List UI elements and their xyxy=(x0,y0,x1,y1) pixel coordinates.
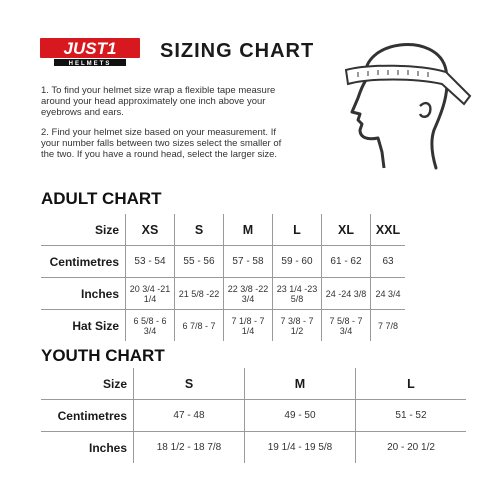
youth-size-table xyxy=(41,368,466,463)
row-label: Centimetres xyxy=(41,246,126,278)
table-cell: 47 - 48 xyxy=(134,400,245,432)
row-label: Centimetres xyxy=(41,400,134,432)
table-cell: 23 1/4 -23 5/8 xyxy=(273,278,322,310)
table-cell: 7 3/8 - 7 1/2 xyxy=(273,310,322,342)
row-label: Inches xyxy=(41,432,134,464)
table-cell: 19 1/4 - 19 5/8 xyxy=(245,432,356,464)
size-header: XL xyxy=(322,214,371,246)
size-header: L xyxy=(273,214,322,246)
svg-text:JUST1: JUST1 xyxy=(63,39,117,58)
row-label: Hat Size xyxy=(41,310,126,342)
table-cell: 53 - 54 xyxy=(126,246,175,278)
size-header: S xyxy=(134,368,245,400)
size-header: S xyxy=(175,214,224,246)
adult-chart-title: ADULT CHART xyxy=(41,189,162,208)
table-cell: 18 1/2 - 18 7/8 xyxy=(134,432,245,464)
table-row xyxy=(41,432,466,464)
table-row xyxy=(41,368,466,400)
just1-helmets-logo xyxy=(40,38,140,66)
table-cell: 6 5/8 - 6 3/4 xyxy=(126,310,175,342)
table-cell: 20 3/4 -21 1/4 xyxy=(126,278,175,310)
svg-text:HELMETS: HELMETS xyxy=(68,61,112,66)
table-cell: 59 - 60 xyxy=(273,246,322,278)
table-row xyxy=(41,214,405,246)
head-measurement-illustration xyxy=(318,20,478,170)
table-cell: 22 3/8 -22 3/4 xyxy=(224,278,273,310)
table-cell: 7 1/8 - 7 1/4 xyxy=(224,310,273,342)
table-cell: 51 - 52 xyxy=(356,400,467,432)
table-cell: 49 - 50 xyxy=(245,400,356,432)
row-label: Size xyxy=(94,222,119,237)
table-cell: 61 - 62 xyxy=(322,246,371,278)
table-cell: 21 5/8 -22 xyxy=(175,278,224,310)
table-cell: 55 - 56 xyxy=(175,246,224,278)
size-header: L xyxy=(356,368,467,400)
adult-size-table xyxy=(41,214,405,341)
table-row xyxy=(41,310,405,342)
table-cell: 7 7/8 xyxy=(371,310,406,342)
size-header: M xyxy=(224,214,273,246)
row-label: Inches xyxy=(41,278,126,310)
table-cell: 6 7/8 - 7 xyxy=(175,310,224,342)
instruction-step-1: 1. To find your helmet size wrap a flexible tape measure around your head approximately one inch above your eyebrows and ears. xyxy=(41,85,276,118)
table-row xyxy=(41,400,466,432)
table-row xyxy=(41,246,405,278)
instruction-step-2: 2. Find your helmet size based on your measurement. If your number falls between two sizes select the smaller of the two. If you have a round head, select the larger size. xyxy=(41,127,282,160)
table-cell: 63 xyxy=(371,246,406,278)
table-cell: 24 3/4 xyxy=(371,278,406,310)
table-cell: 20 - 20 1/2 xyxy=(356,432,467,464)
size-header: XXL xyxy=(371,214,406,246)
table-row xyxy=(41,278,405,310)
table-cell: 24 -24 3/8 xyxy=(322,278,371,310)
youth-chart-title: YOUTH CHART xyxy=(41,346,165,365)
size-header: M xyxy=(245,368,356,400)
row-label: Size xyxy=(102,376,127,391)
size-header: XS xyxy=(126,214,175,246)
page-title: SIZING CHART xyxy=(160,40,315,62)
table-cell: 7 5/8 - 7 3/4 xyxy=(322,310,371,342)
table-cell: 57 - 58 xyxy=(224,246,273,278)
